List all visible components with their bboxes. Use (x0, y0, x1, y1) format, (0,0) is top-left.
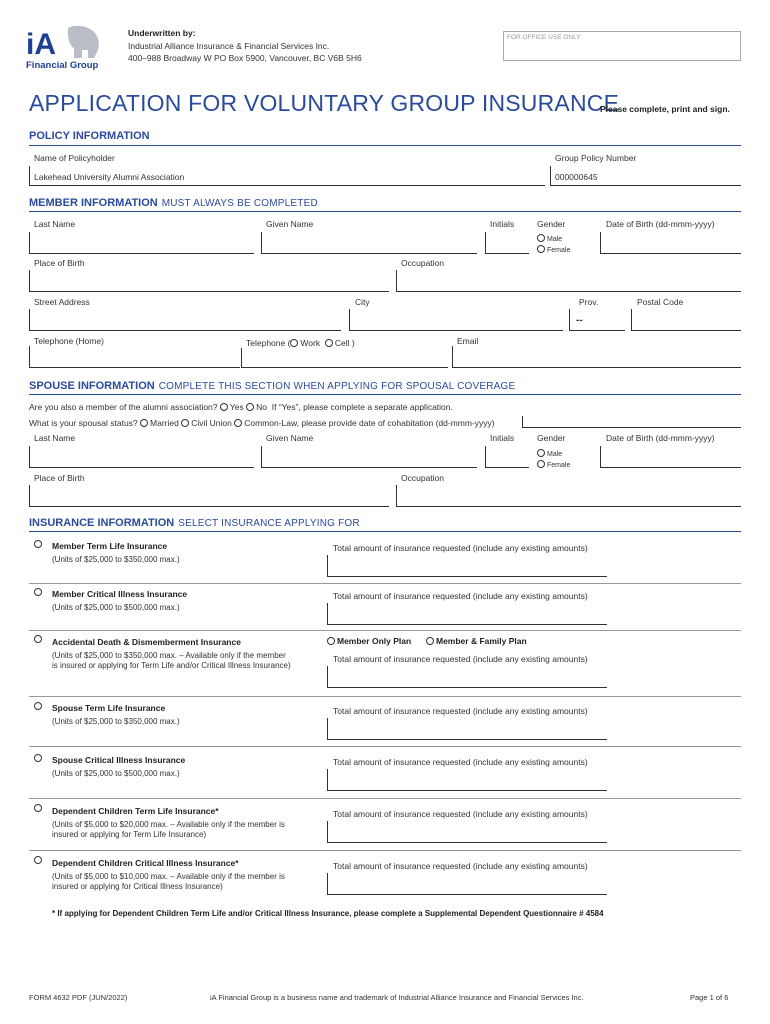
radio-icon[interactable] (426, 637, 434, 645)
spouse-initials-label: Initials (490, 433, 515, 443)
member-email-input[interactable] (452, 346, 741, 368)
page-number: Page 1 of 6 (690, 993, 729, 1002)
company-name: Industrial Alliance Insurance & Financial Services Inc. (128, 41, 330, 51)
amount-label: Total amount of insurance requested (include any existing amounts) (333, 591, 588, 601)
member-occupation-input[interactable] (396, 270, 741, 292)
member-tel-home-input[interactable] (29, 346, 240, 368)
insurance-option-add[interactable] (34, 635, 44, 644)
insurance-title: Accidental Death & Dismemberment Insurance (52, 637, 241, 647)
amount-label: Total amount of insurance requested (include any existing amounts) (333, 543, 588, 553)
radio-icon[interactable] (220, 403, 228, 411)
spouse-gender-label: Gender (537, 433, 566, 443)
insurance-title: Member Term Life Insurance (52, 541, 168, 551)
member-street-label: Street Address (34, 297, 90, 307)
trademark-notice: iA Financial Group is a business name and trademark of Industrial Alliance Insurance and Financial Services Inc. (210, 993, 584, 1002)
group-policy-label: Group Policy Number (555, 153, 637, 163)
insurance-title: Spouse Term Life Insurance (52, 703, 166, 713)
member-tel-other-label: Telephone ( Work Cell ) (246, 338, 355, 348)
member-initials-label: Initials (490, 219, 515, 229)
member-dob-input[interactable] (600, 232, 741, 254)
amount-label: Total amount of insurance requested (include any existing amounts) (333, 757, 588, 767)
radio-icon[interactable] (34, 702, 42, 710)
group-policy-value: 000000645 (555, 172, 598, 182)
radio-icon[interactable] (34, 588, 42, 596)
divider (29, 211, 741, 212)
member-city-label: City (355, 297, 370, 307)
member-prov-label: Prov. (579, 297, 599, 307)
member-only-plan-option[interactable]: Member Only Plan (327, 636, 411, 646)
insurance-title: Dependent Children Critical Illness Insurance* (52, 858, 239, 868)
spouse-status-question: What is your spousal status? Married Civil Union Common-Law, please provide date of cohabitation (dd-mmm-yyyy) (29, 418, 495, 428)
radio-icon[interactable] (290, 339, 298, 347)
radio-icon[interactable] (34, 856, 42, 864)
insurance-option-child-term-life[interactable] (34, 804, 44, 813)
radio-icon[interactable] (537, 234, 545, 242)
insurance-option-member-critical-illness[interactable] (34, 588, 44, 597)
spouse-initials-input[interactable] (485, 446, 529, 468)
instruction-text: Please complete, print and sign. (600, 104, 730, 114)
member-female-option[interactable]: Female (537, 245, 570, 254)
member-family-plan-option[interactable]: Member & Family Plan (426, 636, 527, 646)
radio-icon[interactable] (234, 419, 242, 427)
amount-label: Total amount of insurance requested (include any existing amounts) (333, 861, 588, 871)
member-heading: MEMBER INFORMATION MUST ALWAYS BE COMPLETED (29, 197, 318, 209)
amount-input[interactable] (327, 769, 607, 791)
policyholder-value: Lakehead University Alumni Association (34, 172, 185, 182)
spouse-given-name-label: Given Name (266, 433, 314, 443)
spouse-given-name-input[interactable] (261, 446, 477, 468)
ia-logo (24, 24, 104, 72)
radio-icon[interactable] (140, 419, 148, 427)
footnote: * If applying for Dependent Children Term Life and/or Critical Illness Insurance, please complete a Supplemental Dependent Questionnaire # 4584 (52, 909, 604, 918)
underwritten-label: Underwritten by: (128, 28, 196, 38)
member-postal-input[interactable] (631, 309, 741, 331)
member-prov-value: -- (576, 315, 583, 326)
insurance-option-child-critical-illness[interactable] (34, 856, 44, 865)
radio-icon[interactable] (325, 339, 333, 347)
form-number: FORM 4632 PDF (JUN/2022) (29, 993, 128, 1002)
divider (29, 746, 741, 747)
member-dob-label: Date of Birth (dd-mmm-yyyy) (606, 219, 715, 229)
page-title: APPLICATION FOR VOLUNTARY GROUP INSURANCE (29, 90, 620, 116)
divider (29, 696, 741, 697)
insurance-condition: insured or applying for Term Life Insurance) (52, 830, 207, 839)
member-email-label: Email (457, 336, 479, 346)
member-postal-label: Postal Code (637, 297, 684, 307)
radio-icon[interactable] (537, 245, 545, 253)
divider (29, 531, 741, 532)
cohabitation-date-input[interactable] (522, 416, 741, 428)
divider (29, 394, 741, 395)
radio-icon[interactable] (327, 637, 335, 645)
office-use-box (503, 31, 741, 61)
insurance-units: (Units of $25,000 to $350,000 max.) (52, 717, 180, 726)
member-city-input[interactable] (349, 309, 563, 331)
logo-subtext: Financial Group (26, 60, 99, 71)
member-last-name-input[interactable] (29, 232, 254, 254)
spouse-female-option[interactable]: Female (537, 460, 570, 469)
amount-label: Total amount of insurance requested (include any existing amounts) (333, 706, 588, 716)
policyholder-label: Name of Policyholder (34, 153, 115, 163)
amount-input[interactable] (327, 821, 607, 843)
spouse-occupation-label: Occupation (401, 473, 444, 483)
spouse-occupation-input[interactable] (396, 485, 741, 507)
spouse-dob-input[interactable] (600, 446, 741, 468)
policy-heading: POLICY INFORMATION (29, 130, 150, 142)
divider (29, 850, 741, 851)
member-given-name-input[interactable] (261, 232, 477, 254)
ia-logo-icon (24, 24, 104, 72)
member-tel-other-input[interactable] (241, 348, 448, 368)
insurance-title: Spouse Critical Illness Insurance (52, 755, 186, 765)
insurance-condition: is insured or applying for Term Life and/or Critical Illness Insurance) (52, 661, 291, 670)
insurance-units: (Units of $5,000 to $20,000 max. – Available only if the member is (52, 820, 285, 829)
amount-input[interactable] (327, 718, 607, 740)
insurance-units: (Units of $25,000 to $350,000 max. – Available only if the member (52, 651, 286, 660)
insurance-option-member-term-life[interactable] (34, 540, 44, 549)
insurance-title: Member Critical Illness Insurance (52, 589, 188, 599)
member-gender-label: Gender (537, 219, 566, 229)
divider (29, 583, 741, 584)
amount-input[interactable] (327, 873, 607, 895)
spouse-dob-label: Date of Birth (dd-mmm-yyyy) (606, 433, 715, 443)
spouse-member-question: Are you also a member of the alumni association? Yes No If “Yes”, please complete a separate application. (29, 402, 453, 412)
spouse-birthplace-label: Place of Birth (34, 473, 85, 483)
spouse-last-name-label: Last Name (34, 433, 76, 443)
radio-icon[interactable] (34, 804, 42, 812)
amount-input[interactable] (327, 555, 607, 577)
divider (29, 798, 741, 799)
radio-icon[interactable] (246, 403, 254, 411)
company-address: 400–988 Broadway W PO Box 5900, Vancouver, BC V6B 5H6 (128, 53, 362, 63)
member-given-name-label: Given Name (266, 219, 314, 229)
spouse-male-option[interactable]: Male (537, 449, 562, 458)
insurance-heading: INSURANCE INFORMATION SELECT INSURANCE APPLYING FOR (29, 517, 360, 529)
insurance-units: (Units of $25,000 to $500,000 max.) (52, 603, 180, 612)
insurance-option-spouse-term-life[interactable] (34, 702, 44, 711)
insurance-units: (Units of $25,000 to $350,000 max.) (52, 555, 180, 564)
divider (29, 630, 741, 631)
member-last-name-label: Last Name (34, 219, 76, 229)
amount-label: Total amount of insurance requested (include any existing amounts) (333, 654, 588, 664)
radio-icon[interactable] (34, 635, 42, 643)
member-male-option[interactable]: Male (537, 234, 562, 243)
insurance-units: (Units of $25,000 to $500,000 max.) (52, 769, 180, 778)
spouse-heading: SPOUSE INFORMATION COMPLETE THIS SECTION WHEN APPLYING FOR SPOUSAL COVERAGE (29, 380, 516, 392)
insurance-option-spouse-critical-illness[interactable] (34, 754, 44, 763)
insurance-title: Dependent Children Term Life Insurance* (52, 806, 219, 816)
amount-label: Total amount of insurance requested (include any existing amounts) (333, 809, 588, 819)
radio-icon[interactable] (181, 419, 189, 427)
member-initials-input[interactable] (485, 232, 529, 254)
office-use-label: FOR OFFICE USE ONLY (507, 34, 581, 41)
insurance-condition: insured or applying for Critical Illness Insurance) (52, 882, 223, 891)
insurance-units: (Units of $5,000 to $10,000 max. – Available only if the member is (52, 872, 285, 881)
logo-text: iA (26, 28, 56, 61)
radio-icon[interactable] (537, 460, 545, 468)
member-tel-home-label: Telephone (Home) (34, 336, 104, 346)
member-occupation-label: Occupation (401, 258, 444, 268)
spouse-birthplace-input[interactable] (29, 485, 389, 507)
member-birthplace-label: Place of Birth (34, 258, 85, 268)
divider (29, 145, 741, 146)
spouse-last-name-input[interactable] (29, 446, 254, 468)
amount-input[interactable] (327, 666, 607, 688)
member-street-input[interactable] (29, 309, 341, 331)
amount-input[interactable] (327, 603, 607, 625)
radio-icon[interactable] (34, 754, 42, 762)
radio-icon[interactable] (537, 449, 545, 457)
radio-icon[interactable] (34, 540, 42, 548)
member-birthplace-input[interactable] (29, 270, 389, 292)
